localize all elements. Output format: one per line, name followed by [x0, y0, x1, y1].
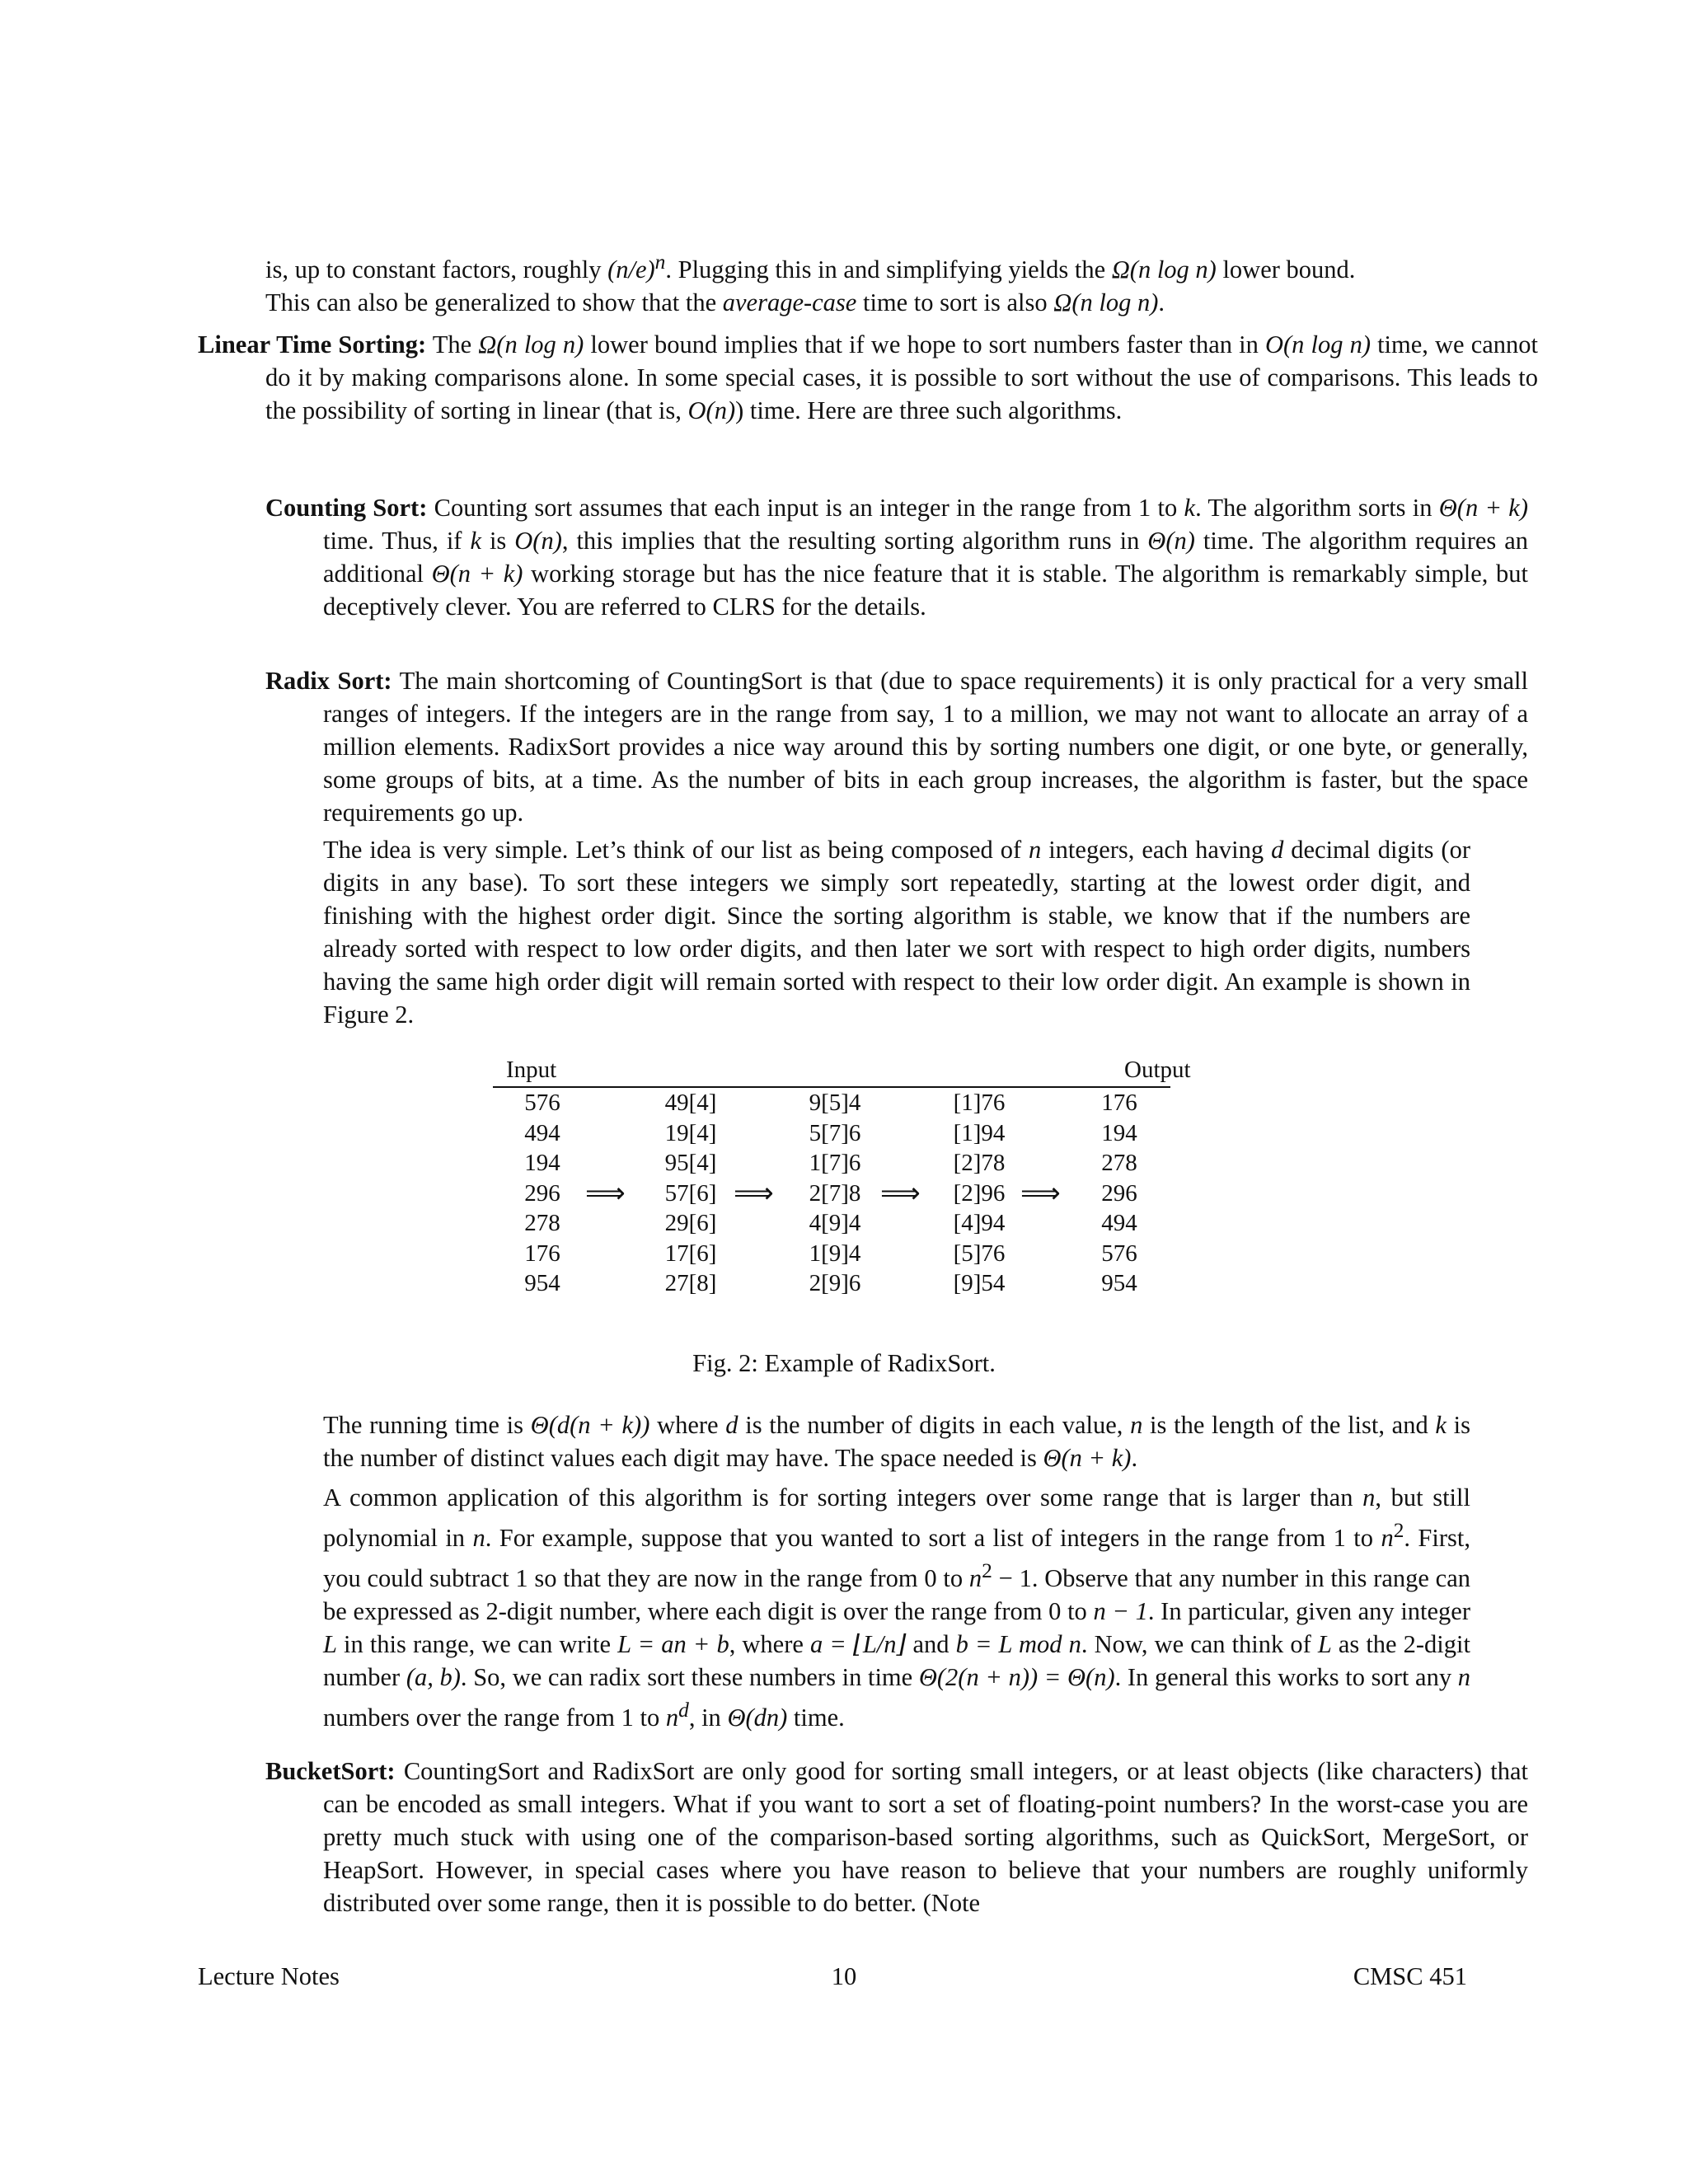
footer-right: CMSC 451	[1353, 1962, 1467, 1990]
figure-cell: 4[9]4	[809, 1210, 861, 1236]
arrow-2-icon: ⟹	[734, 1177, 774, 1210]
arrow-1-icon: ⟹	[585, 1177, 626, 1210]
figure-cell: 494	[1101, 1210, 1137, 1236]
radix-sort-paragraph: Radix Sort: The main shortcoming of CountingSort is that (due to space requirements) it is only practical for a very small ranges of integers. If the integers are in the range from say, 1 to a million, we may not want to allocate an array of a million elements. RadixSort provides a nice way around this by sorting numbers one digit, or one byte, or generally, some groups of bits, at a time. As the number of bits in each group increases, the algorithm is faster, but the space requirements go up.	[265, 667, 1528, 827]
figure-header-output: Output	[1124, 1057, 1191, 1083]
counting-sort-paragraph: Counting Sort: Counting sort assumes that each input is an integer in the range from 1 to k. The algorithm sorts in Θ(n + k) time. Thus, if k is O(n), this implies that the resulting sorting algorithm runs in Θ(n) time. The algorithm requires an additional Θ(n + k) working storage but has the nice feature that it is stable. The algorithm is remarkably simple, but deceptively clever. You are referred to CLRS for the details.	[265, 494, 1529, 621]
figure-cell: 17[6]	[664, 1240, 717, 1267]
figure-cell: 27[8]	[664, 1270, 717, 1296]
figure-cell: 2[9]6	[809, 1270, 861, 1296]
figure-cell: 296	[524, 1179, 560, 1207]
figure-cell: [2]78	[953, 1150, 1006, 1176]
footer-left: Lecture Notes	[198, 1962, 340, 1990]
footer-page-number: 10	[831, 1962, 857, 1990]
figure-cell: [4]94	[953, 1210, 1006, 1236]
figure-cell: 296	[1101, 1179, 1137, 1207]
figure-cell: 194	[1101, 1119, 1137, 1146]
counting-sort-heading: Counting Sort:	[265, 494, 428, 522]
figure-cell: 176	[1101, 1090, 1137, 1116]
figure-header-input: Input	[506, 1057, 557, 1083]
figure-cell: 29[6]	[664, 1210, 717, 1236]
figure-cell: [9]54	[953, 1270, 1006, 1296]
figure-cell: 494	[524, 1119, 560, 1146]
figure-cell: 576	[1101, 1240, 1137, 1267]
radix-idea-paragraph: The idea is very simple. Let’s think of our list as being composed of n integers, each having d decimal digits (or digits in any base). To sort these integers we simply sort repeatedly, starting at the lowest order digit, and finishing with the highest order digit. Since the sorting algorithm is stable, we know that if the numbers are already sorted with respect to low order digits, and then later we sort with respect to high order digits, numbers having the same high order digit will remain sorted with respect to their low order digit. An example is shown in Figure 2.	[323, 836, 1470, 1029]
figure-cell: 5[7]6	[809, 1119, 861, 1146]
figure-cell: [5]76	[953, 1240, 1006, 1267]
figure-cell: [2]96	[953, 1179, 1006, 1207]
figure-cell: 95[4]	[664, 1150, 717, 1176]
figure-cell: [1]76	[953, 1090, 1006, 1116]
figure-caption: Fig. 2: Example of RadixSort.	[692, 1349, 996, 1377]
radix-sort-figure	[493, 1055, 1191, 1302]
figure-cell: 176	[524, 1240, 560, 1267]
bucket-sort-heading: BucketSort:	[265, 1757, 396, 1785]
figure-cell: 954	[1101, 1270, 1137, 1296]
intro-paragraph: is, up to constant factors, roughly $(n/e)^n$. Plugging this in and simplifying yields the Ω(n log n) lower bound. This can also be generalized to show that the average-case time to sort is also Ω(n log n).	[265, 251, 1356, 317]
radix-application-paragraph: A common application of this algorithm is for sorting integers over some range that is larger than n, but still polynomial in n. For example, suppose that you wanted to sort a list of integers in the range from 1 to $n^2$. First, you could subtract 1 so that they are now in the range from 0 to $n^2 - 1$. Observe that any number in this range can be expressed as 2-digit number, where each digit is over the range from 0 to n − 1. In particular, given any integer L in this range, we can write L = an + b, where a = ⌊L/n⌋ and b = L mod n. Now, we can think of L as the 2-digit number (a, b). So, we can radix sort these numbers in time Θ(2(n + n)) = Θ(n). In general this works to sort any n numbers over the range from 1 to $n^d$, in Θ(dn) time.	[323, 1483, 1470, 1732]
bucket-sort-paragraph: BucketSort: CountingSort and RadixSort are only good for sorting small integers, or at least objects (like characters) that can be encoded as small integers. What if you want to sort a set of floating-point numbers? In the worst-case you are pretty much stuck with using one of the comparison-based sorting algorithms, such as QuickSort, MergeSort, or HeapSort. However, in special cases where you have reason to believe that your numbers are roughly uniformly distributed over some range, then it is possible to do better. (Note	[265, 1757, 1528, 1917]
figure-cell: 278	[1101, 1150, 1137, 1176]
linear-time-sorting-paragraph: Linear Time Sorting: The Ω(n log n) lower bound implies that if we hope to sort numbers faster than in O(n log n) time, we cannot do it by making comparisons alone. In some special cases, it is possible to sort without the use of comparisons. This leads to the possibility of sorting in linear (that is, O(n)) time. Here are three such algorithms.	[198, 330, 1538, 424]
figure-cell: 278	[524, 1210, 560, 1236]
arrow-4-icon: ⟹	[1020, 1177, 1061, 1210]
radix-sort-heading: Radix Sort:	[265, 667, 392, 695]
figure-cell: 1[9]4	[809, 1240, 861, 1267]
figure-cell: 1[7]6	[809, 1150, 861, 1176]
arrow-3-icon: ⟹	[880, 1177, 921, 1210]
figure-cell: 49[4]	[664, 1090, 717, 1116]
figure-cell: 19[4]	[664, 1119, 717, 1146]
radix-running-time-paragraph: The running time is Θ(d(n + k)) where d is the number of digits in each value, n is the length of the list, and k is the number of distinct values each digit may have. The space needed is Θ(n + k).	[323, 1411, 1471, 1472]
figure-cell: 576	[524, 1090, 560, 1116]
figure-cell: [1]94	[953, 1119, 1006, 1146]
figure-cell: 9[5]4	[809, 1090, 861, 1116]
figure-cell: 194	[524, 1150, 560, 1176]
linear-time-sorting-heading: Linear Time Sorting:	[198, 330, 427, 359]
figure-cell: 57[6]	[664, 1179, 717, 1207]
figure-cell: 2[7]8	[809, 1179, 861, 1207]
figure-cell: 954	[524, 1270, 560, 1296]
